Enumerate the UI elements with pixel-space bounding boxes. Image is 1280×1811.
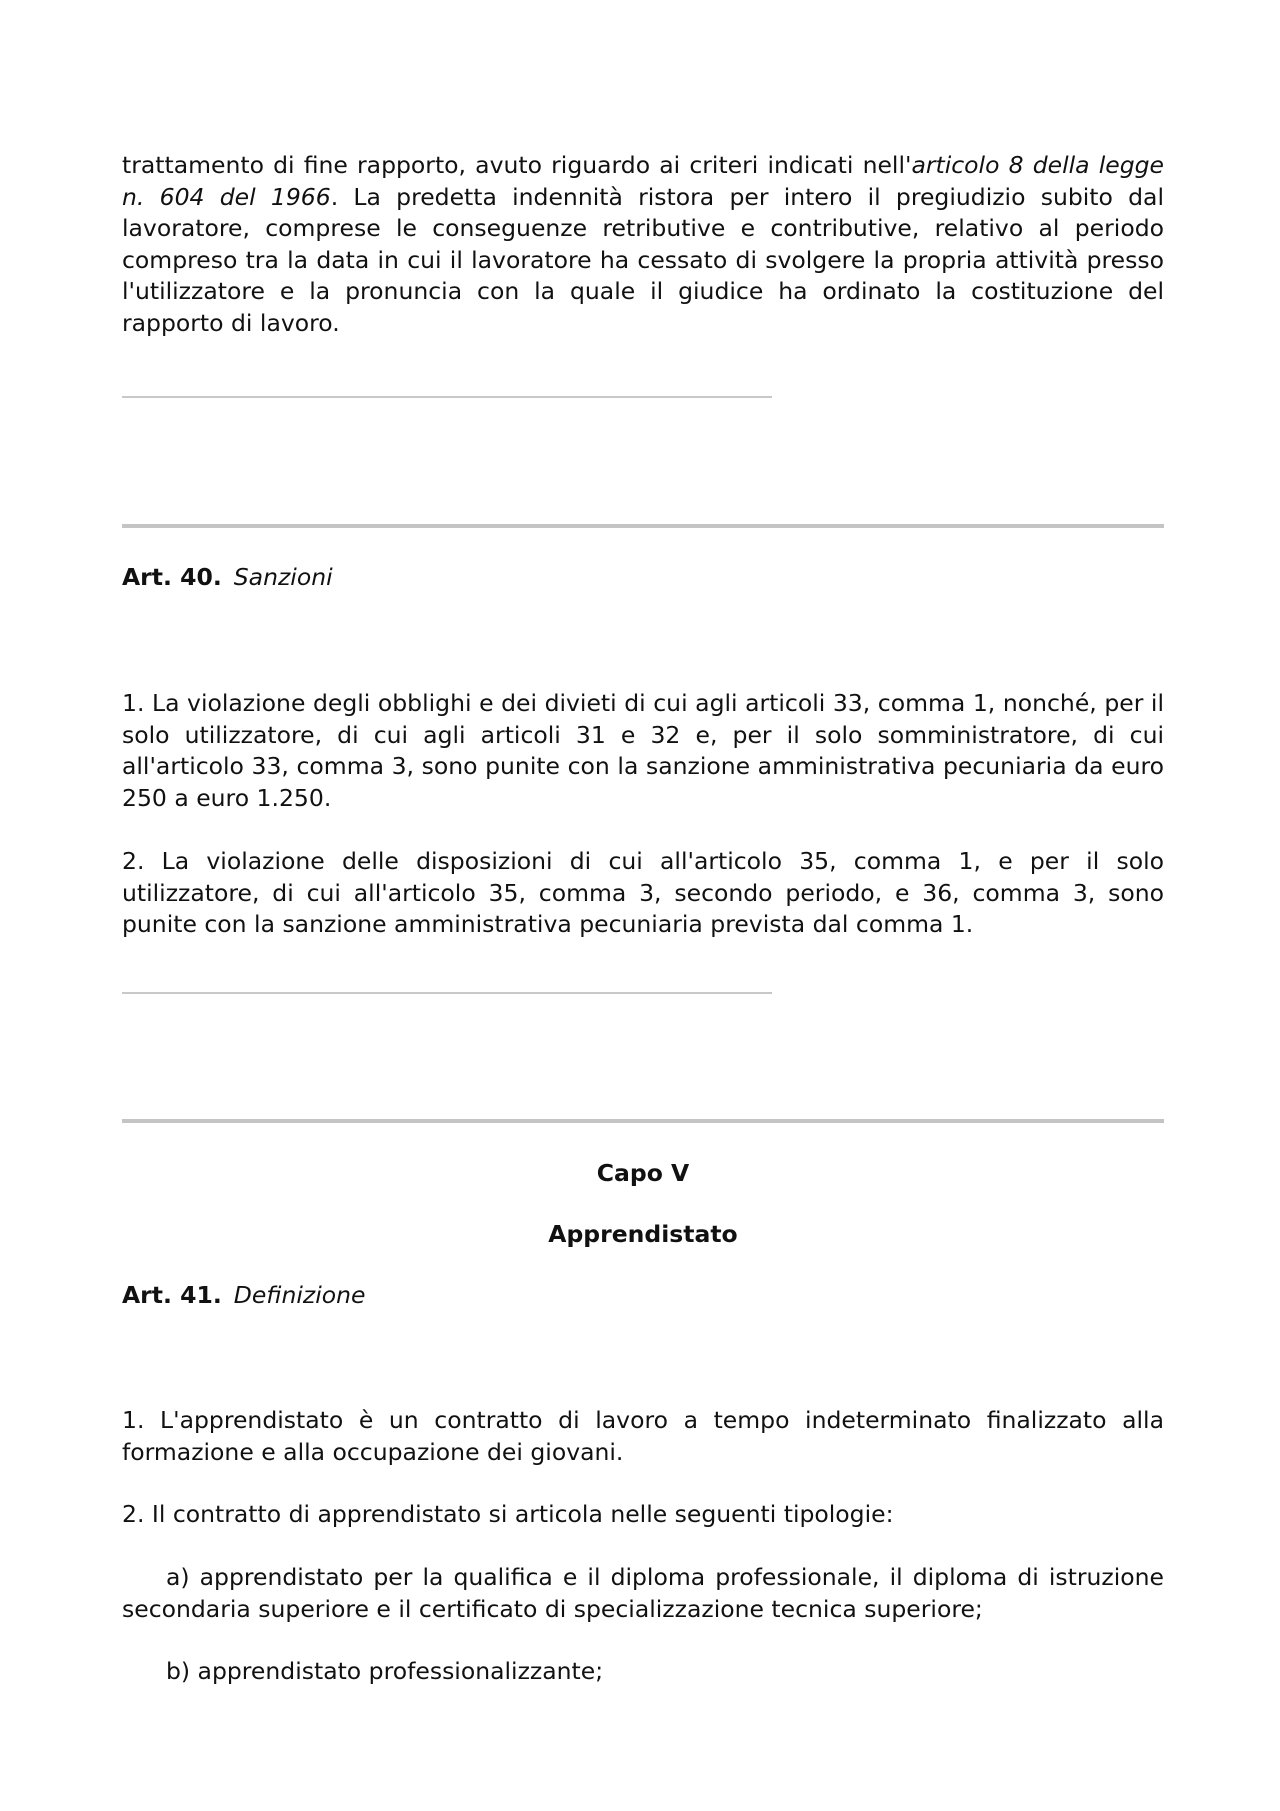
intro-paragraph <box>122 150 1164 339</box>
article-41-paragraph-2: 2. Il contratto di apprendistato si articola nelle seguenti tipologie: <box>122 1500 894 1528</box>
article-40-paragraph-2: 2. La violazione delle disposizioni di cui all'articolo 35, comma 1, e per il solo utilizzatore, di cui all'articolo 35, comma 3, secondo periodo, e 36, comma 3, sono punite con la sanzione amministrativa pecuniaria prevista dal comma 1. <box>122 847 1164 938</box>
article-41-paragraph-1: 1. L'apprendistato è un contratto di lavoro a tempo indeterminato finalizzato alla formazione e alla occupazione dei giovani. <box>122 1406 1164 1466</box>
article-41-heading <box>122 1280 1164 1311</box>
section-divider <box>122 1119 1164 1123</box>
footnote-divider <box>122 992 772 994</box>
chapter-label: Capo V <box>596 1159 690 1187</box>
article-40-paragraph-1: 1. La violazione degli obblighi e dei divieti di cui agli articoli 33, comma 1, nonché, per il solo utilizzatore, di cui agli articoli 31 e 32 e, per il solo somministratore, di cui all'articolo 33, comma 3, sono punite con la sanzione amministrativa pecuniaria da euro 250 a euro 1.250. <box>122 689 1164 812</box>
intro-text-before: trattamento di fine rapporto, avuto riguardo ai criteri indicati nell' <box>122 151 912 179</box>
article-40-heading <box>122 562 1164 593</box>
intro-text-after: . La predetta indennità ristora per intero il pregiudizio subito dal lavoratore, comprese le conseguenze retributive e contributive, relativo al periodo compreso tra la data in cui il lavoratore ha cessato di svolgere la propria attività presso l'utilizzatore e la pronuncia con la quale il giudice ha ordinato la costituzione del rapporto di lavoro. <box>122 182 1164 337</box>
law-reference: articolo 8 della legge n. 604 del 1966 <box>122 151 1164 211</box>
chapter-title: Apprendistato <box>548 1220 738 1248</box>
footnote-divider <box>122 396 772 398</box>
article-number: Art. 41. <box>122 1281 222 1309</box>
list-item-a: a) apprendistato per la qualifica e il diploma professionale, il diploma di istruzione secondaria superiore e il certificato di specializzazione tecnica superiore; <box>122 1563 1164 1623</box>
article-number: Art. 40. <box>122 563 222 591</box>
section-divider <box>122 524 1164 528</box>
article-title: Sanzioni <box>233 563 333 591</box>
article-title: Definizione <box>233 1281 366 1309</box>
list-item-b: b) apprendistato professionalizzante; <box>166 1657 604 1685</box>
